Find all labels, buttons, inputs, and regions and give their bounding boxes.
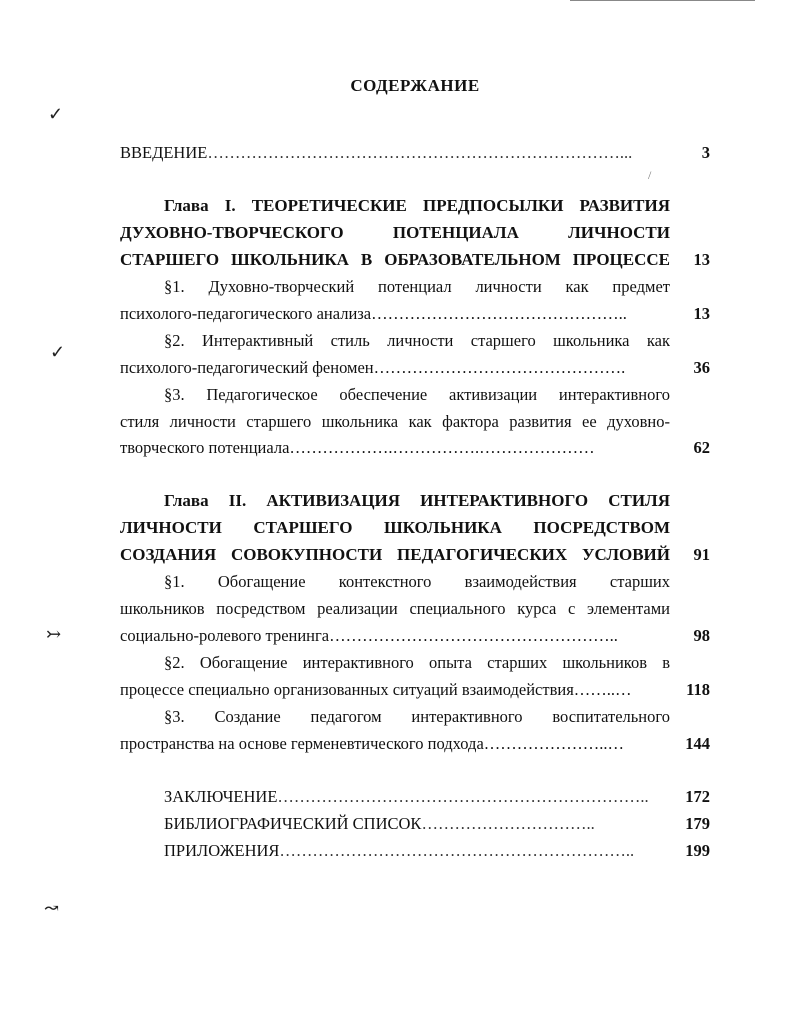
section-1-2: психолого-педагогический феномен……………………………………….: [120, 358, 626, 377]
toc-entry-label: ПРИЛОЖЕНИЯ: [164, 841, 280, 860]
page-title: СОДЕРЖАНИЕ: [350, 76, 480, 95]
section-1-3: творческого потенциала……………….…………….…………………: [120, 438, 595, 457]
leader-dots: …………………………………………………………..: [277, 787, 649, 806]
margin-mark-icon: ↝: [44, 898, 60, 918]
leader-dots: …………………………………………………………………...: [207, 143, 633, 162]
page-number: 199: [685, 841, 710, 860]
speck-mark: /: [648, 168, 652, 182]
section-1-1: психолого-педагогического анализа………………………………………..: [120, 304, 627, 323]
toc-entry-appendices: [164, 839, 670, 863]
chapter-2-heading: СОЗДАНИЯ СОВОКУПНОСТИ ПЕДАГОГИЧЕСКИХ УСЛОВИЙ: [120, 545, 670, 564]
chapter-1-heading: ДУХОВНО-ТВОРЧЕСКОГО ПОТЕНЦИАЛА ЛИЧНОСТИ: [120, 223, 670, 242]
section-2-1: социально-ролевого тренинга……………………………………………..: [120, 626, 618, 645]
margin-mark-icon: ✓: [50, 342, 66, 362]
section-1-2: §2. Интерактивный стиль личности старшего школьника как: [164, 331, 670, 350]
chapter-2-heading: ЛИЧНОСТИ СТАРШЕГО ШКОЛЬНИКА ПОСРЕДСТВОМ: [120, 518, 670, 537]
page-number: 36: [693, 358, 710, 377]
page-number: 172: [685, 787, 710, 806]
toc-entry-conclusion: [164, 785, 670, 809]
chapter-1-heading: СТАРШЕГО ШКОЛЬНИКА В ОБРАЗОВАТЕЛЬНОМ ПРОЦЕССЕ: [120, 250, 670, 269]
page-number: 98: [693, 626, 710, 645]
page-number: 13: [693, 250, 710, 269]
scan-edge-line: [570, 0, 755, 1]
chapter-1-heading: Глава I. ТЕОРЕТИЧЕСКИЕ ПРЕДПОСЫЛКИ РАЗВИТИЯ: [164, 196, 670, 215]
margin-mark-icon: ↣: [46, 624, 62, 644]
toc-entry-introduction: [120, 141, 670, 165]
section-2-2: §2. Обогащение интерактивного опыта старших школьников в: [164, 653, 670, 672]
margin-mark-icon: ✓: [48, 104, 64, 124]
page-number: 118: [686, 680, 710, 699]
section-2-1: §1. Обогащение контекстного взаимодействия старших: [164, 572, 670, 591]
toc-entry-bibliography: [164, 812, 670, 836]
chapter-2-heading: Глава II. АКТИВИЗАЦИЯ ИНТЕРАКТИВНОГО СТИЛЯ: [164, 491, 670, 510]
page-number: 3: [701, 143, 710, 162]
leader-dots: ………………………………………………………..: [279, 841, 635, 860]
leader-dots: …………………………..: [421, 814, 595, 833]
toc-entry-label: БИБЛИОГРАФИЧЕСКИЙ СПИСОК: [164, 814, 422, 833]
page-number: 144: [685, 734, 710, 753]
section-2-3: §3. Создание педагогом интерактивного воспитательного: [164, 707, 670, 726]
page-number: 179: [685, 814, 710, 833]
section-1-1: §1. Духовно-творческий потенциал личности как предмет: [164, 277, 670, 296]
page-number: 13: [693, 304, 710, 323]
page-number: 91: [693, 545, 710, 564]
section-1-3: §3. Педагогическое обеспечение активизации интерактивного: [164, 385, 670, 404]
toc-entry-label: ЗАКЛЮЧЕНИЕ: [164, 787, 278, 806]
section-2-2: процессе специально организованных ситуаций взаимодействия……..…: [120, 680, 632, 699]
section-1-3: стиля личности старшего школьника как фактора развития ее духовно-: [120, 412, 670, 431]
toc-entry-label: ВВЕДЕНИЕ: [120, 143, 208, 162]
section-2-1: школьников посредством реализации специального курса с элементами: [120, 599, 670, 618]
section-2-3: пространства на основе герменевтического подхода…………………..…: [120, 734, 625, 753]
page-number: 62: [693, 438, 710, 457]
